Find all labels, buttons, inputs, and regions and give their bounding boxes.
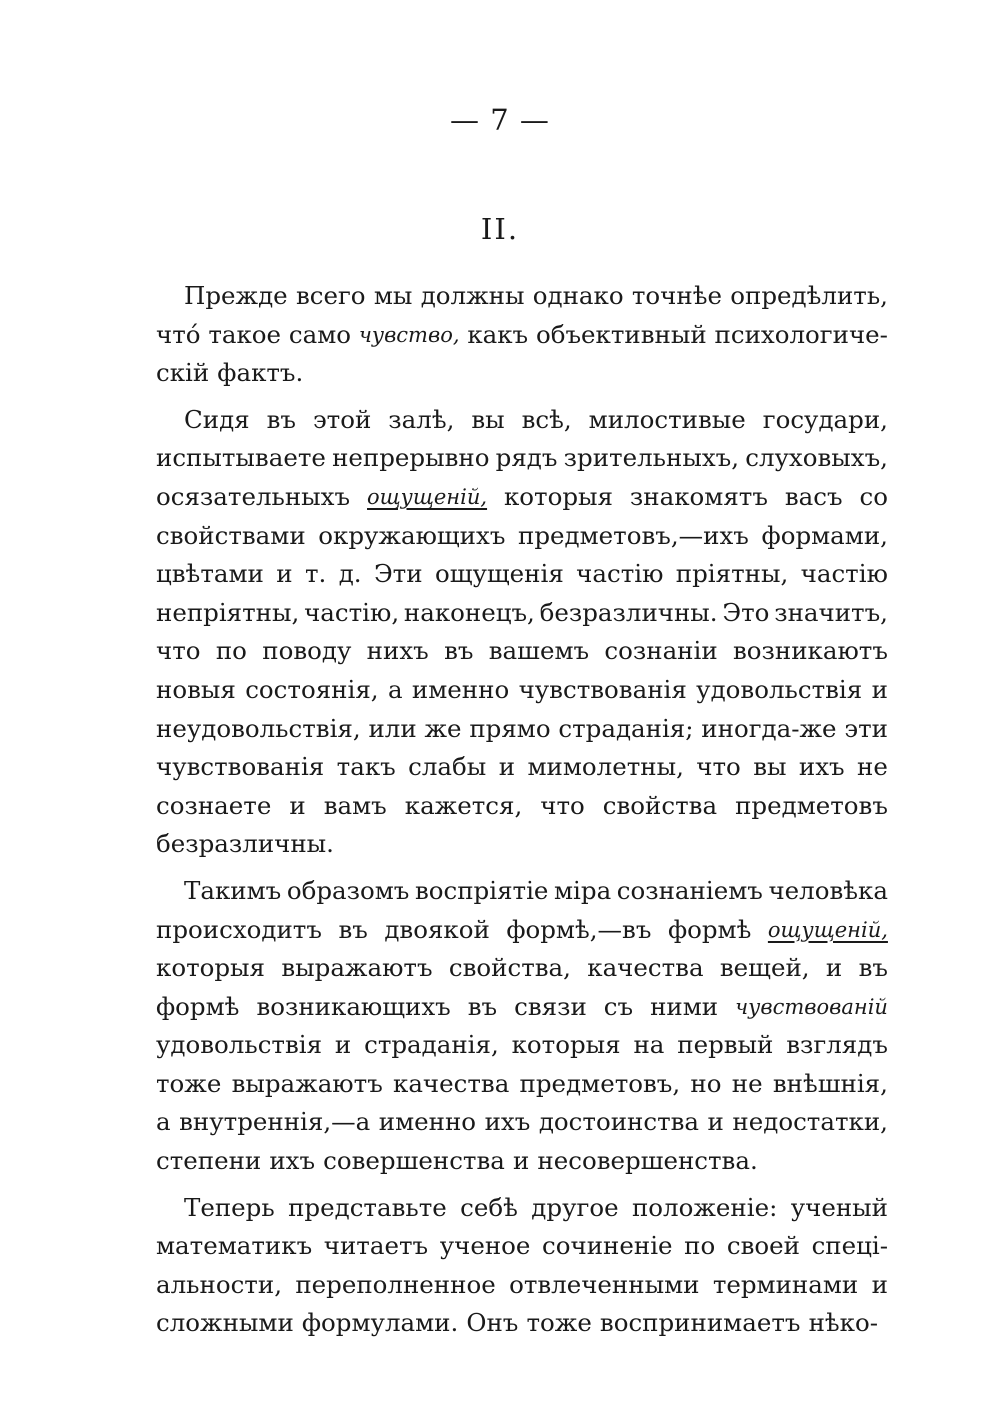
text-line <box>156 1266 888 1305</box>
word: сочиненіе <box>542 1231 673 1261</box>
word: и <box>871 1269 888 1299</box>
word: мы <box>373 281 413 310</box>
word: ихъ <box>484 1107 531 1137</box>
word: вы <box>753 752 787 782</box>
word: именно <box>411 674 510 704</box>
word: непрерывно <box>332 443 490 473</box>
word: Онъ <box>466 1308 519 1338</box>
text-line <box>156 1227 888 1266</box>
word: чувствованія <box>518 674 687 704</box>
word: Такимъ <box>184 875 282 905</box>
word: спеці- <box>811 1231 888 1261</box>
word: формулами. <box>301 1308 459 1338</box>
word: слабы <box>408 752 487 782</box>
word: знакомятъ <box>629 481 768 511</box>
paragraph <box>156 872 888 1181</box>
word: формѣ,—въ <box>506 914 652 944</box>
word: само <box>288 319 352 349</box>
word: не <box>731 1068 763 1098</box>
word: не <box>857 752 888 782</box>
word: а <box>387 674 403 704</box>
word: и <box>498 752 516 782</box>
word: пріятны, <box>675 559 789 589</box>
word: частію <box>576 559 664 589</box>
word: по <box>684 1231 716 1261</box>
word: на <box>633 1030 665 1060</box>
word: въ <box>266 404 296 434</box>
word: состоянія, <box>245 674 379 704</box>
word: безразличны. <box>156 829 334 859</box>
word: формѣ <box>667 914 752 944</box>
word: ихъ <box>798 752 845 782</box>
word: и <box>289 790 306 820</box>
text-line <box>156 710 888 749</box>
word: первый <box>677 1030 774 1060</box>
word: зрительныхъ, <box>563 443 740 473</box>
word: новыя <box>156 674 236 704</box>
text-line <box>156 1189 888 1228</box>
text-line <box>156 1142 888 1181</box>
word: предметовъ, <box>519 1068 681 1098</box>
word: испытываете <box>156 443 326 473</box>
word: и <box>871 674 888 704</box>
word: достоинства <box>538 1107 700 1137</box>
word: формами, <box>761 520 888 550</box>
word: точнѣе <box>631 281 722 310</box>
word: кажется, <box>404 790 523 820</box>
word: какъ <box>467 319 529 349</box>
word: васъ <box>784 481 843 511</box>
word: нихъ <box>366 636 429 666</box>
word: цвѣтами <box>156 559 264 589</box>
word: страданія, <box>364 1030 499 1060</box>
text-line <box>156 748 888 787</box>
text-line <box>156 277 888 316</box>
word: въ <box>338 914 368 944</box>
word: отвлеченными <box>509 1269 700 1299</box>
text-line <box>156 671 888 710</box>
word: двоякой <box>384 914 490 944</box>
word: сознаете <box>156 790 272 820</box>
word: и <box>707 1107 724 1137</box>
word: себѣ <box>460 1192 518 1222</box>
text-line <box>156 594 888 633</box>
word: слуховыхъ, <box>745 443 888 473</box>
paragraph <box>156 401 888 864</box>
word: однако <box>532 281 624 310</box>
text-line <box>156 632 888 671</box>
word: въ <box>467 991 498 1021</box>
text-line <box>156 1026 888 1065</box>
word: Сидя <box>184 404 250 434</box>
text-line <box>156 478 888 517</box>
word: неудовольствія, <box>156 713 361 743</box>
word: внѣшнія, <box>772 1068 888 1098</box>
word: которыя <box>503 481 613 511</box>
word: мимолетны, <box>527 752 684 782</box>
chapter-heading: II. <box>480 212 520 246</box>
word: что <box>156 636 201 666</box>
paragraph <box>156 1189 888 1343</box>
word: взглядъ <box>786 1030 888 1060</box>
word: другое <box>531 1192 619 1222</box>
word: ощущеній, <box>767 917 888 942</box>
text-line <box>156 825 888 864</box>
word: выражаютъ <box>231 1068 383 1098</box>
word: по <box>215 636 247 666</box>
word: внутреннія,—а <box>179 1107 371 1137</box>
word: вамъ <box>323 790 387 820</box>
word: милостивые <box>588 404 746 434</box>
word: альности, <box>156 1269 282 1299</box>
text-line <box>156 949 888 988</box>
word: поводу <box>262 636 352 666</box>
word: положеніе: <box>631 1192 778 1222</box>
word: же <box>424 713 462 743</box>
word: страданія; <box>558 713 694 743</box>
word: а <box>156 1107 171 1137</box>
word: съ <box>603 991 634 1021</box>
word: ощущеній, <box>367 484 488 509</box>
word: рядъ <box>495 443 558 473</box>
text-line <box>156 911 888 950</box>
word: въ <box>444 636 474 666</box>
word: чувство, <box>358 322 460 347</box>
word: но <box>690 1068 722 1098</box>
page-number: — 7 — <box>450 103 550 137</box>
word: непріятны, <box>156 597 300 627</box>
word: скій <box>156 358 210 388</box>
word: нѣко- <box>808 1308 879 1338</box>
word: недостатки, <box>732 1107 888 1137</box>
word: ученый <box>790 1192 888 1222</box>
word: осязательныхъ <box>156 481 351 511</box>
word: всего <box>295 281 366 310</box>
word: этой <box>312 404 372 434</box>
word: читаетъ <box>323 1231 429 1261</box>
word: вы <box>471 404 505 434</box>
word: вещей, <box>719 953 810 983</box>
word: воспринимаетъ <box>599 1308 801 1338</box>
word: терминами <box>712 1269 859 1299</box>
word: свойства <box>602 790 718 820</box>
word: удовольствія <box>696 674 863 704</box>
word: частію <box>800 559 888 589</box>
body-text <box>156 277 888 1351</box>
word: человѣка <box>768 875 888 905</box>
word: государи, <box>762 404 888 434</box>
word: ихъ <box>269 1146 316 1176</box>
word: тоже <box>156 1068 222 1098</box>
word: міра <box>554 875 612 905</box>
word: именно <box>378 1107 477 1137</box>
word: свойствами <box>156 520 306 550</box>
word: фактъ. <box>217 358 304 388</box>
word: что́ <box>156 319 201 349</box>
word: ними <box>650 991 719 1021</box>
word: Теперь <box>184 1192 275 1222</box>
word: удовольствія <box>156 1030 323 1060</box>
word: такое <box>208 319 282 349</box>
word: иногда-же <box>701 713 837 743</box>
word: которыя <box>156 953 266 983</box>
word: происходитъ <box>156 914 322 944</box>
text-line <box>156 517 888 556</box>
word: сознаніемъ <box>616 875 763 905</box>
word: что <box>540 790 585 820</box>
word: сложными <box>156 1308 294 1338</box>
word: воспріятіе <box>414 875 549 905</box>
word: предметовъ,—ихъ <box>518 520 749 550</box>
word: въ <box>858 953 888 983</box>
word: значитъ, <box>774 597 888 627</box>
word: тоже <box>526 1308 592 1338</box>
word: возникаютъ <box>732 636 888 666</box>
word: и <box>334 1030 352 1060</box>
word: чувствованій <box>735 994 888 1019</box>
word: прямо <box>469 713 551 743</box>
word: связи <box>514 991 587 1021</box>
word: объективный <box>535 319 707 349</box>
text-line <box>156 1103 888 1142</box>
word: формѣ <box>156 991 240 1021</box>
word: частію, <box>304 597 400 627</box>
word: предметовъ <box>735 790 888 820</box>
word: возникающихъ <box>256 991 451 1021</box>
word: совершенства <box>323 1146 505 1176</box>
text-line <box>156 439 888 478</box>
word: психологиче- <box>714 319 888 349</box>
word: образомъ <box>286 875 410 905</box>
text-line <box>156 555 888 594</box>
word: Это <box>722 597 770 627</box>
word: должны <box>420 281 525 310</box>
word: д. <box>338 559 362 589</box>
text-line <box>156 354 888 393</box>
word: свойства, <box>448 953 571 983</box>
word: несовершенства. <box>537 1146 758 1176</box>
word: т. <box>304 559 327 589</box>
word: всѣ, <box>521 404 572 434</box>
text-line <box>156 787 888 826</box>
word: эти <box>844 713 888 743</box>
word: математикъ <box>156 1231 313 1261</box>
word: или <box>368 713 417 743</box>
word: и <box>276 559 293 589</box>
word: и <box>825 953 843 983</box>
word: что <box>696 752 741 782</box>
word: и <box>512 1146 530 1176</box>
word: опредѣлить, <box>730 281 888 310</box>
word: переполненное <box>295 1269 496 1299</box>
word: качества <box>587 953 704 983</box>
word: безразличны. <box>539 597 718 627</box>
text-line <box>156 316 888 355</box>
text-line <box>156 988 888 1027</box>
word: Эти <box>373 559 423 589</box>
word: представьте <box>288 1192 447 1222</box>
word: качества <box>393 1068 510 1098</box>
word: своей <box>726 1231 800 1261</box>
word: которыя <box>511 1030 621 1060</box>
word: ученое <box>439 1231 531 1261</box>
text-line <box>156 872 888 911</box>
text-line <box>156 1304 888 1343</box>
text-line <box>156 401 888 440</box>
word: наконецъ, <box>403 597 535 627</box>
word: сознаніи <box>604 636 718 666</box>
word: окружающихъ <box>318 520 506 550</box>
word: вашемъ <box>488 636 590 666</box>
word: Прежде <box>184 281 288 310</box>
word: ощущенія <box>434 559 564 589</box>
word: со <box>859 481 888 511</box>
paragraph <box>156 277 888 393</box>
word: чувствованія <box>156 752 325 782</box>
word: степени <box>156 1146 262 1176</box>
text-line <box>156 1065 888 1104</box>
word: выражаютъ <box>281 953 433 983</box>
word: такъ <box>336 752 396 782</box>
word: залѣ, <box>388 404 455 434</box>
